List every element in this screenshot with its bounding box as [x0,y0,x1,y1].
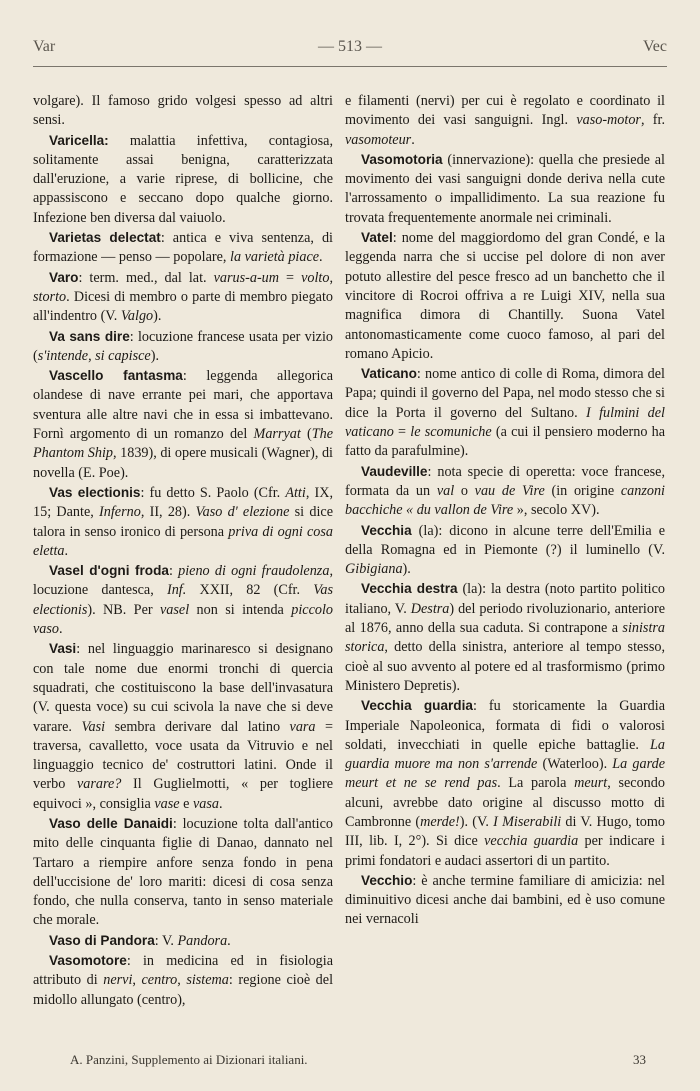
entry-headword: Vatel [361,230,393,246]
italic-text: Vaso d' elezione [195,504,290,521]
entry-text: . [227,932,231,949]
entry-text: : locuzione francese usata per vizio ( [33,328,333,364]
italic-text: piccolo vaso [33,601,333,638]
entry-text: . [219,795,223,812]
entry-text: : term. med., dal lat. [78,269,214,286]
dictionary-entry [33,228,333,268]
italic-text: nervi [103,972,133,989]
entry-text: : antica e viva sentenza, di formazione — penso — popolare, [33,230,333,266]
entry-text: , [132,972,142,989]
entry-text: . [411,131,415,148]
italic-text: Inf. [166,582,187,599]
dictionary-entry [345,364,665,461]
entry-headword: Vaso di Pandora [49,932,155,948]
italic-text: Valgo [120,308,154,325]
entry-headword: Varietas delectat [49,230,161,246]
dictionary-entry [33,327,333,367]
italic-text: merde! [420,813,460,830]
entry-text: (a cui il pensiero moderno ha fatto da parafulmine). [345,424,665,460]
entry-text: : nel linguaggio marinaresco si designano con tale nome due enormi tronchi di quercia squadrati, che costituiscono la base dell'invasatura (V. questa voce) su cui scivola la nave che si deve varare. [33,641,333,735]
entry-headword: Vaudeville [361,463,428,479]
italic-text: priva di ogni cosa eletta [33,523,334,559]
italic-text: Gibigiana [345,561,403,578]
entry-text: : è anche termine familiare di amicizia: nel diminuitivo dicesi anche dai bambini, ed è uso comune nei vernacoli [345,872,665,928]
italic-text: vasomoteur [345,131,412,148]
italic-text: varare? [76,776,122,793]
entry-text: : in medicina ed in fisiologia attributo di [33,953,333,989]
entry-text: (in origine [544,482,621,499]
entry-text: ). [402,561,411,578]
entry-text: : [168,563,179,580]
italic-text: La garde meurt et ne se rend pas [345,756,665,792]
italic-text: vasel [160,601,190,618]
header-rule [33,66,667,67]
entry-text: o [454,482,475,499]
italic-text: vasa [192,795,219,812]
entry-headword: Vecchio [361,872,413,888]
entry-text: ) del periodo rivoluzionario, anteriore al 1876, anno della sua caduta. Si contrapone a [345,600,665,637]
entry-text: (innervazione): quella che presiede al movimento dei vasi sanguigni donde deriva nella cute l'arrossamento o impallidimento. La sua reazione fu trovata frequentemente anormale nei criminali. [345,151,665,226]
entry-text: ). (V. [459,813,494,830]
entry-text: Il Guglielmotti, « per togliere equivoci », consiglia [33,776,334,812]
dictionary-entry [33,483,333,561]
entry-headword: Vasomotore [49,953,127,969]
entry-text: : fu storicamente la Guardia Imperiale Napoleonica, formata di fidi o valorosi soldati, invecchiati in quelle epiche battaglie. [345,698,665,753]
entry-text: , [177,972,187,989]
entry-text: di V. Hugo, tomo III, lib. I, 2°). Si dice [345,813,665,850]
entry-text: : fu detto S. Paolo (Cfr. [140,484,286,501]
left-column [33,92,333,1010]
italic-text: varus-a-um [213,269,280,286]
entry-text: (la): dicono in alcune terre dell'Emilia e della Romagna ed in Piemonte (?) il luminello (V. [345,522,665,558]
dictionary-entry [33,639,333,814]
entry-headword: Vaticano [361,366,417,382]
entry-text: non si intenda [189,601,292,618]
entry-text: ( [300,426,312,443]
page-number: — 513 — [318,38,382,55]
entry-text: : nome antico di colle di Roma, dimora del Papa; quindi il governo del Papa, nel modo stesso che si dice la Porta il governo del Sultano. [345,366,665,421]
entry-text: , IX, 15; Dante, [33,484,333,521]
italic-text: I fulmini del vaticano [345,404,665,441]
italic-text: canzoni bacchiche « du vallon de Vire [345,482,665,519]
entry-text: . Dicesi di membro o parte di membro piegato all'indentro (V. [33,288,333,325]
dictionary-entry [345,228,665,364]
entry-text: : leggenda allegorica olandese di nave errante pei mari, che apportava sventura alle altre navi che in essa si imbattevano. Fornì argomento di un romanzo del [33,368,333,443]
entry-text: ). [153,308,162,325]
italic-text: meurt [574,775,608,792]
entry-text: , II, 28). [140,504,196,521]
italic-text: vara [289,718,316,735]
italic-text: s'intende [37,347,89,364]
entry-headword: Vecchia [361,522,412,538]
entry-text: = [393,424,411,441]
italic-text: La guardia muore ma non s'arrende [345,736,665,773]
entry-text: malattia infettiva, contagiosa, solitamente assai benigna, caratterizzata dall'eruzione, a varie riprese, di bollicine, che appassiscono e seccano dopo qualche giorno. Infezione ben diversa dal vaiuolo. [33,132,333,226]
italic-text: le scomuniche [410,424,492,441]
italic-text: volto [301,269,330,286]
italic-text: Inferno [99,504,141,521]
entry-text: (la): la destra (noto partito politico italiano, V. [345,581,665,617]
dictionary-entry [345,579,665,696]
entry-text: = traversa, cavalletto, voce usata da Vitruvio e nel linguaggio tecnico de' costruttori latini. Onde il verbo [33,718,333,793]
dictionary-entry [345,462,665,521]
entry-headword: Vecchia guardia [361,698,473,714]
signature-mark: 33 [633,1052,646,1067]
entry-headword: Varicella: [49,132,109,148]
italic-text: vase [154,795,180,812]
italic-text: la varietà piace [230,249,320,266]
dictionary-entry [33,268,333,327]
entry-text: : V. [154,932,178,949]
italic-text: val [436,482,455,499]
italic-text: vaso-motor [576,112,641,129]
italic-text: storto [33,288,67,305]
dictionary-entry [33,561,333,639]
italic-text: The Phantom Ship [33,426,333,462]
header-right-guideword: Vec [643,38,667,55]
entry-headword: Vaso delle Danaidi [49,815,173,831]
entry-text: e filamenti (nervi) per cui è regolato e coordinato il movimento dei vasi sanguigni. Ingl. [345,93,665,129]
italic-text: Pandora [177,932,228,949]
entry-headword: Vasel d'ogni froda [49,563,169,579]
entry-headword: Vasomotoria [361,151,443,167]
running-header [33,38,667,62]
italic-text: Destra [410,600,450,617]
header-left-guideword: Var [33,38,56,55]
entry-text: , [329,269,333,286]
italic-text: vau de Vire [474,482,545,499]
dictionary-entry [345,92,665,150]
entry-text: XXII, 82 (Cfr. [186,582,314,599]
dictionary-entry [345,521,665,580]
dictionary-entry [33,92,333,131]
italic-text: Atti [285,484,306,501]
dictionary-entry [33,951,333,1010]
entry-text: , secondo alcuni, avrebbe dato origine al discusso motto di Cambronne ( [345,775,665,830]
entry-text: . [319,249,323,266]
italic-text: vecchia guardia [484,833,579,850]
entry-text: », secolo XV). [513,502,600,519]
entry-text: . [59,621,63,638]
entry-text: , locuzione dantesca, [33,563,333,599]
footer [70,1052,646,1072]
entry-text: . La parola [497,775,575,792]
italic-text: pieno di ogni fraudolenza [178,563,330,580]
entry-text: ). NB. Per [87,601,160,618]
entry-text: , fr. [640,112,665,129]
entry-text: si dice talora in senso ironico di persona [33,504,333,540]
entry-text: sembra derivare dal latino [105,718,290,735]
entry-text: , [88,347,96,364]
entry-text: , 1839), di opere musicali (Wagner), di novella (E. Poe). [33,445,333,481]
entry-text: : nome del maggiordomo del gran Condé, e la leggenda narra che si uccise pel dolore di non aver potuto allestire del pesce fresco ad un banchetto che il vincitore di Rocroi offriva a re Luigi XIV, nella sua magnifica dimora di Chantilly. Suona Vatel antonomasticamente come cuoco famoso, al pari del romano Apicio. [345,230,665,362]
entry-text: (Waterloo). [537,756,613,773]
italic-text: Marryat [253,426,301,443]
entry-text: : nota specie di operetta: voce francese, formata da un [345,463,665,499]
italic-text: sistema [186,972,229,989]
dictionary-entry [345,696,665,871]
dictionary-entry [345,871,665,930]
entry-text: , detto della sinistra, anteriore al tempo stesso, cioè al suo avvento al potere ed al trasformismo (primo Ministero Depretis). [345,639,665,694]
entry-text: . [64,542,69,559]
dictionary-entry [33,131,333,228]
italic-text: Vas electionis [33,582,333,618]
entry-headword: Va sans dire [49,328,130,344]
dictionary-entry [33,366,333,483]
entry-text: e [179,795,193,812]
italic-text: I Miserabili [493,813,562,830]
right-column [345,92,665,930]
entry-text: : regione cioè del midollo allungato (centro), [33,972,334,1008]
footer-citation: A. Panzini, Supplemento ai Dizionari italiani. [70,1052,308,1067]
entry-text: ). [150,347,159,364]
entry-headword: Varo [49,269,79,285]
dictionary-entry [345,150,665,228]
italic-text: centro [141,972,178,989]
entry-text: per indicare i primi fondatori e audaci assertori di un partito. [345,833,665,869]
italic-text: sinistra storica [345,620,665,656]
entry-headword: Vasi [49,641,77,657]
entry-headword: Vas electionis [49,484,141,500]
dictionary-entry [33,931,333,951]
italic-text: Vasi [81,718,106,735]
entry-headword: Vascello fantasma [49,368,183,384]
italic-text: si capisce [95,347,151,364]
entry-text: : locuzione tolta dall'antico mito delle cinquanta figlie di Danao, dannato nel Tartaro a riempire anfore senza fondo in pena dell'uccisione de' loro mariti: dicesi di cosa senza fondo, che nulla conserva, tanto in senso materiale che morale. [33,815,333,929]
entry-headword: Vecchia destra [361,581,458,597]
entry-text: volgare). Il famoso grido volgesi spesso ad altri sensi. [33,93,333,129]
entry-text: = [279,269,302,286]
dictionary-entry [33,814,333,931]
